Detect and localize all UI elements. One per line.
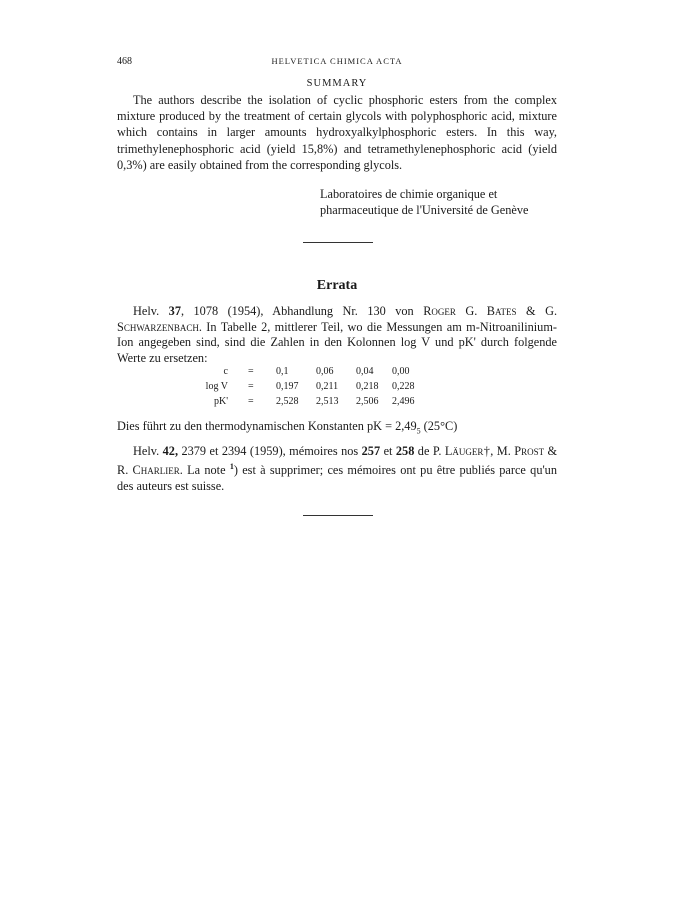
author-name: G. Schwarzenbach	[117, 304, 558, 334]
table-cell: 0,218	[356, 381, 379, 392]
footnote-marker: 1	[229, 462, 234, 471]
table-cell: 2,496	[392, 396, 415, 407]
equals-sign: =	[248, 381, 254, 392]
table-cell: 0,197	[276, 381, 299, 392]
errata-paragraph-1: Helv. 37, 1078 (1954), Abhandlung Nr. 130 von Roger G. Bates & G. Schwarzenbach. In Tabelle 2, mittlerer Teil, wo die Messungen am m-Nitroanilinium-Ion angegeben sind, sind die Zahlen in den Kolonnen log V und pK' durch folgende Werte zu ersetzen:	[117, 304, 558, 365]
volume-number: 42,	[162, 444, 179, 458]
author-name: Roger G. Bates	[423, 304, 517, 318]
author-name: M. Prost	[496, 444, 545, 458]
end-divider	[303, 515, 373, 516]
paragraph-text: Dies führt zu den thermodynamischen Konstanten pK = 2,49	[117, 419, 417, 433]
errata-paragraph-2	[117, 418, 577, 439]
author-name: R. Charlier	[117, 463, 180, 478]
table-cell: 0,211	[316, 381, 339, 392]
subscript-digit: 5	[416, 426, 421, 436]
table-cell: 0,04	[356, 366, 374, 377]
journal-ref: Helv.	[133, 444, 160, 458]
paragraph-text: ) est à supprimer; ces mémoires ont pu être publiés parce qu'un des auteurs est suisse.	[117, 463, 557, 494]
memoir-number: 257	[361, 444, 381, 458]
running-header	[117, 56, 557, 70]
page-number: 468	[117, 56, 132, 67]
citation-year: (1959), mémoires nos	[249, 444, 359, 458]
temperature-note: (25°C)	[420, 419, 458, 433]
errata-heading: Errata	[316, 278, 358, 293]
conjunction: et	[383, 444, 393, 458]
errata-paragraph-3	[117, 443, 557, 494]
table-cell: 2,528	[276, 396, 299, 407]
section-divider	[303, 242, 373, 243]
separator: ,	[490, 444, 494, 458]
equals-sign: =	[248, 396, 254, 407]
ampersand: &	[526, 304, 536, 318]
conjunction: et	[209, 444, 219, 458]
memoir-number: 258	[395, 444, 415, 458]
equals-sign: =	[248, 366, 254, 377]
row-label: c	[223, 366, 228, 377]
preposition: de	[417, 444, 430, 458]
paragraph-text: . In Tabelle 2, mittlerer Teil, wo die Messungen am m-Nitroanilinium-Ion angegeben sind, sind die Zahlen in den Kolonnen log V und pK' durch folgende Werte zu ersetzen:	[117, 319, 557, 365]
journal-name: HELVETICA CHIMICA ACTA	[271, 56, 403, 66]
citation-pages: 1078 (1954), Abhandlung Nr. 130 von	[193, 304, 414, 318]
ampersand: &	[547, 444, 558, 458]
summary-heading: SUMMARY	[306, 78, 368, 89]
volume-number: 37	[168, 304, 181, 318]
table-cell: 0,00	[392, 366, 410, 377]
affiliation-line-2: pharmaceutique de l'Université de Genève	[320, 203, 529, 218]
citation-pages: 2394	[221, 444, 247, 458]
summary-text: The authors describe the isolation of cyclic phosphoric esters from the complex mixture produced by the treatment of certain glycols with polyphosphoric acid, mixture which contains in larger amounts hydroxyalkylphosphoric esters. In this way, trimethylenephosphoric acid (yield 15,8%) and tetramethylenephosphoric acid (yield 0,3%) are easily obtained from the corresponding glycols.	[117, 93, 557, 172]
journal-ref: Helv.	[133, 304, 160, 318]
citation-pages: 2379	[181, 444, 207, 458]
row-label: pK'	[213, 396, 228, 407]
paragraph-text: . La note	[179, 463, 226, 478]
affiliation-line-1: Laboratoires de chimie organique et	[320, 187, 498, 201]
table-cell: 0,1	[276, 366, 289, 377]
table-cell: 2,506	[356, 396, 379, 407]
table-cell: 2,513	[316, 396, 339, 407]
table-cell: 0,06	[316, 366, 334, 377]
row-label: log V	[205, 381, 228, 392]
table-cell: 0,228	[392, 381, 415, 392]
affiliation	[320, 186, 580, 218]
author-name: P. Läuger†	[432, 444, 491, 458]
